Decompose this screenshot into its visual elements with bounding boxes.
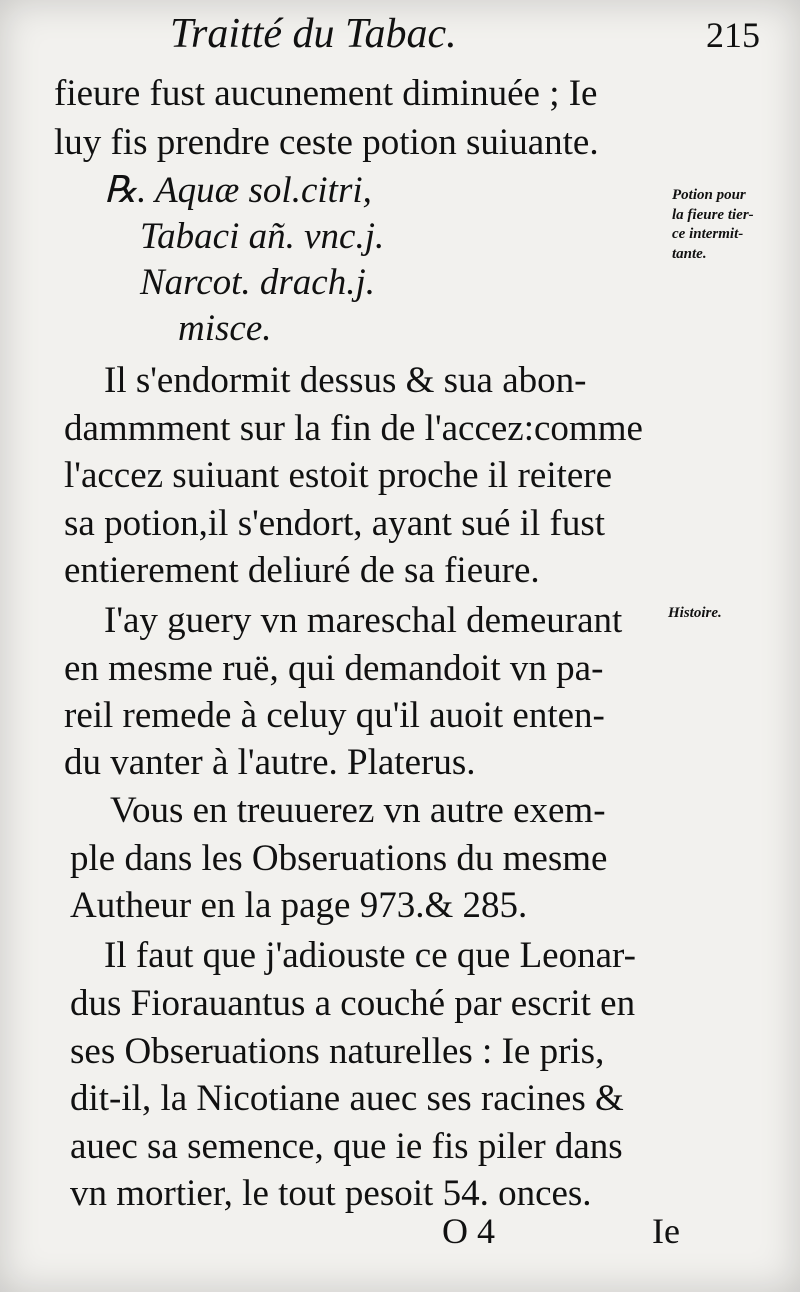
- text-line: luy fis prendre ceste potion suiuante.: [54, 122, 599, 163]
- text-line: vn mortier, le tout pesoit 54. onces.: [70, 1173, 592, 1214]
- catchword: Ie: [652, 1211, 680, 1251]
- page-footer: [430, 1210, 680, 1254]
- text-line: Il s'endormit dessus & sua abon-: [104, 360, 587, 401]
- signature-mark: O 4: [442, 1211, 495, 1251]
- prescription-line: ℞. Aquæ sol.citri,: [104, 170, 372, 211]
- text-line: dammment sur la fin de l'accez:comme: [64, 408, 643, 449]
- text-line: entierement deliuré de sa fieure.: [64, 550, 540, 591]
- text-line: dit-il, la Nicotiane auec ses racines &: [70, 1078, 624, 1119]
- margin-note: Potion pour la fieure tier- ce intermit- tante.: [672, 187, 754, 262]
- margin-note: Histoire.: [668, 605, 722, 621]
- text-line: dus Fiorauantus a couché par escrit en: [70, 983, 636, 1024]
- text-line: auec sa semence, que ie fis piler dans: [70, 1126, 623, 1167]
- text-line: reil remede à celuy qu'il auoit enten-: [64, 695, 605, 736]
- prescription-line: misce.: [178, 308, 272, 349]
- text-line: Il faut que j'adiouste ce que Leonar-: [104, 935, 636, 976]
- text-line: ses Obseruations naturelles : Ie pris,: [70, 1031, 605, 1072]
- text-line: l'accez suiuant estoit proche il reitere: [64, 455, 613, 496]
- text-line: ple dans les Obseruations du mesme: [70, 838, 608, 879]
- text-line: du vanter à l'autre. Platerus.: [64, 742, 476, 783]
- page-number: 215: [706, 15, 760, 55]
- prescription-line: Narcot. drach.j.: [140, 262, 376, 303]
- page-header: [170, 10, 760, 62]
- text-line: Vous en treuuerez vn autre exem-: [110, 790, 606, 831]
- text-line: Autheur en la page 973.& 285.: [70, 885, 528, 926]
- text-line: fieure fust aucunement diminuée ; Ie: [54, 73, 598, 114]
- text-line: I'ay guery vn mareschal demeurant: [104, 600, 623, 641]
- text-line: sa potion,il s'endort, ayant sué il fust: [64, 503, 606, 544]
- prescription-line: Tabaci añ. vnc.j.: [140, 216, 385, 257]
- running-title: Traitté du Tabac.: [170, 11, 457, 57]
- text-line: en mesme ruë, qui demandoit vn pa-: [64, 648, 604, 689]
